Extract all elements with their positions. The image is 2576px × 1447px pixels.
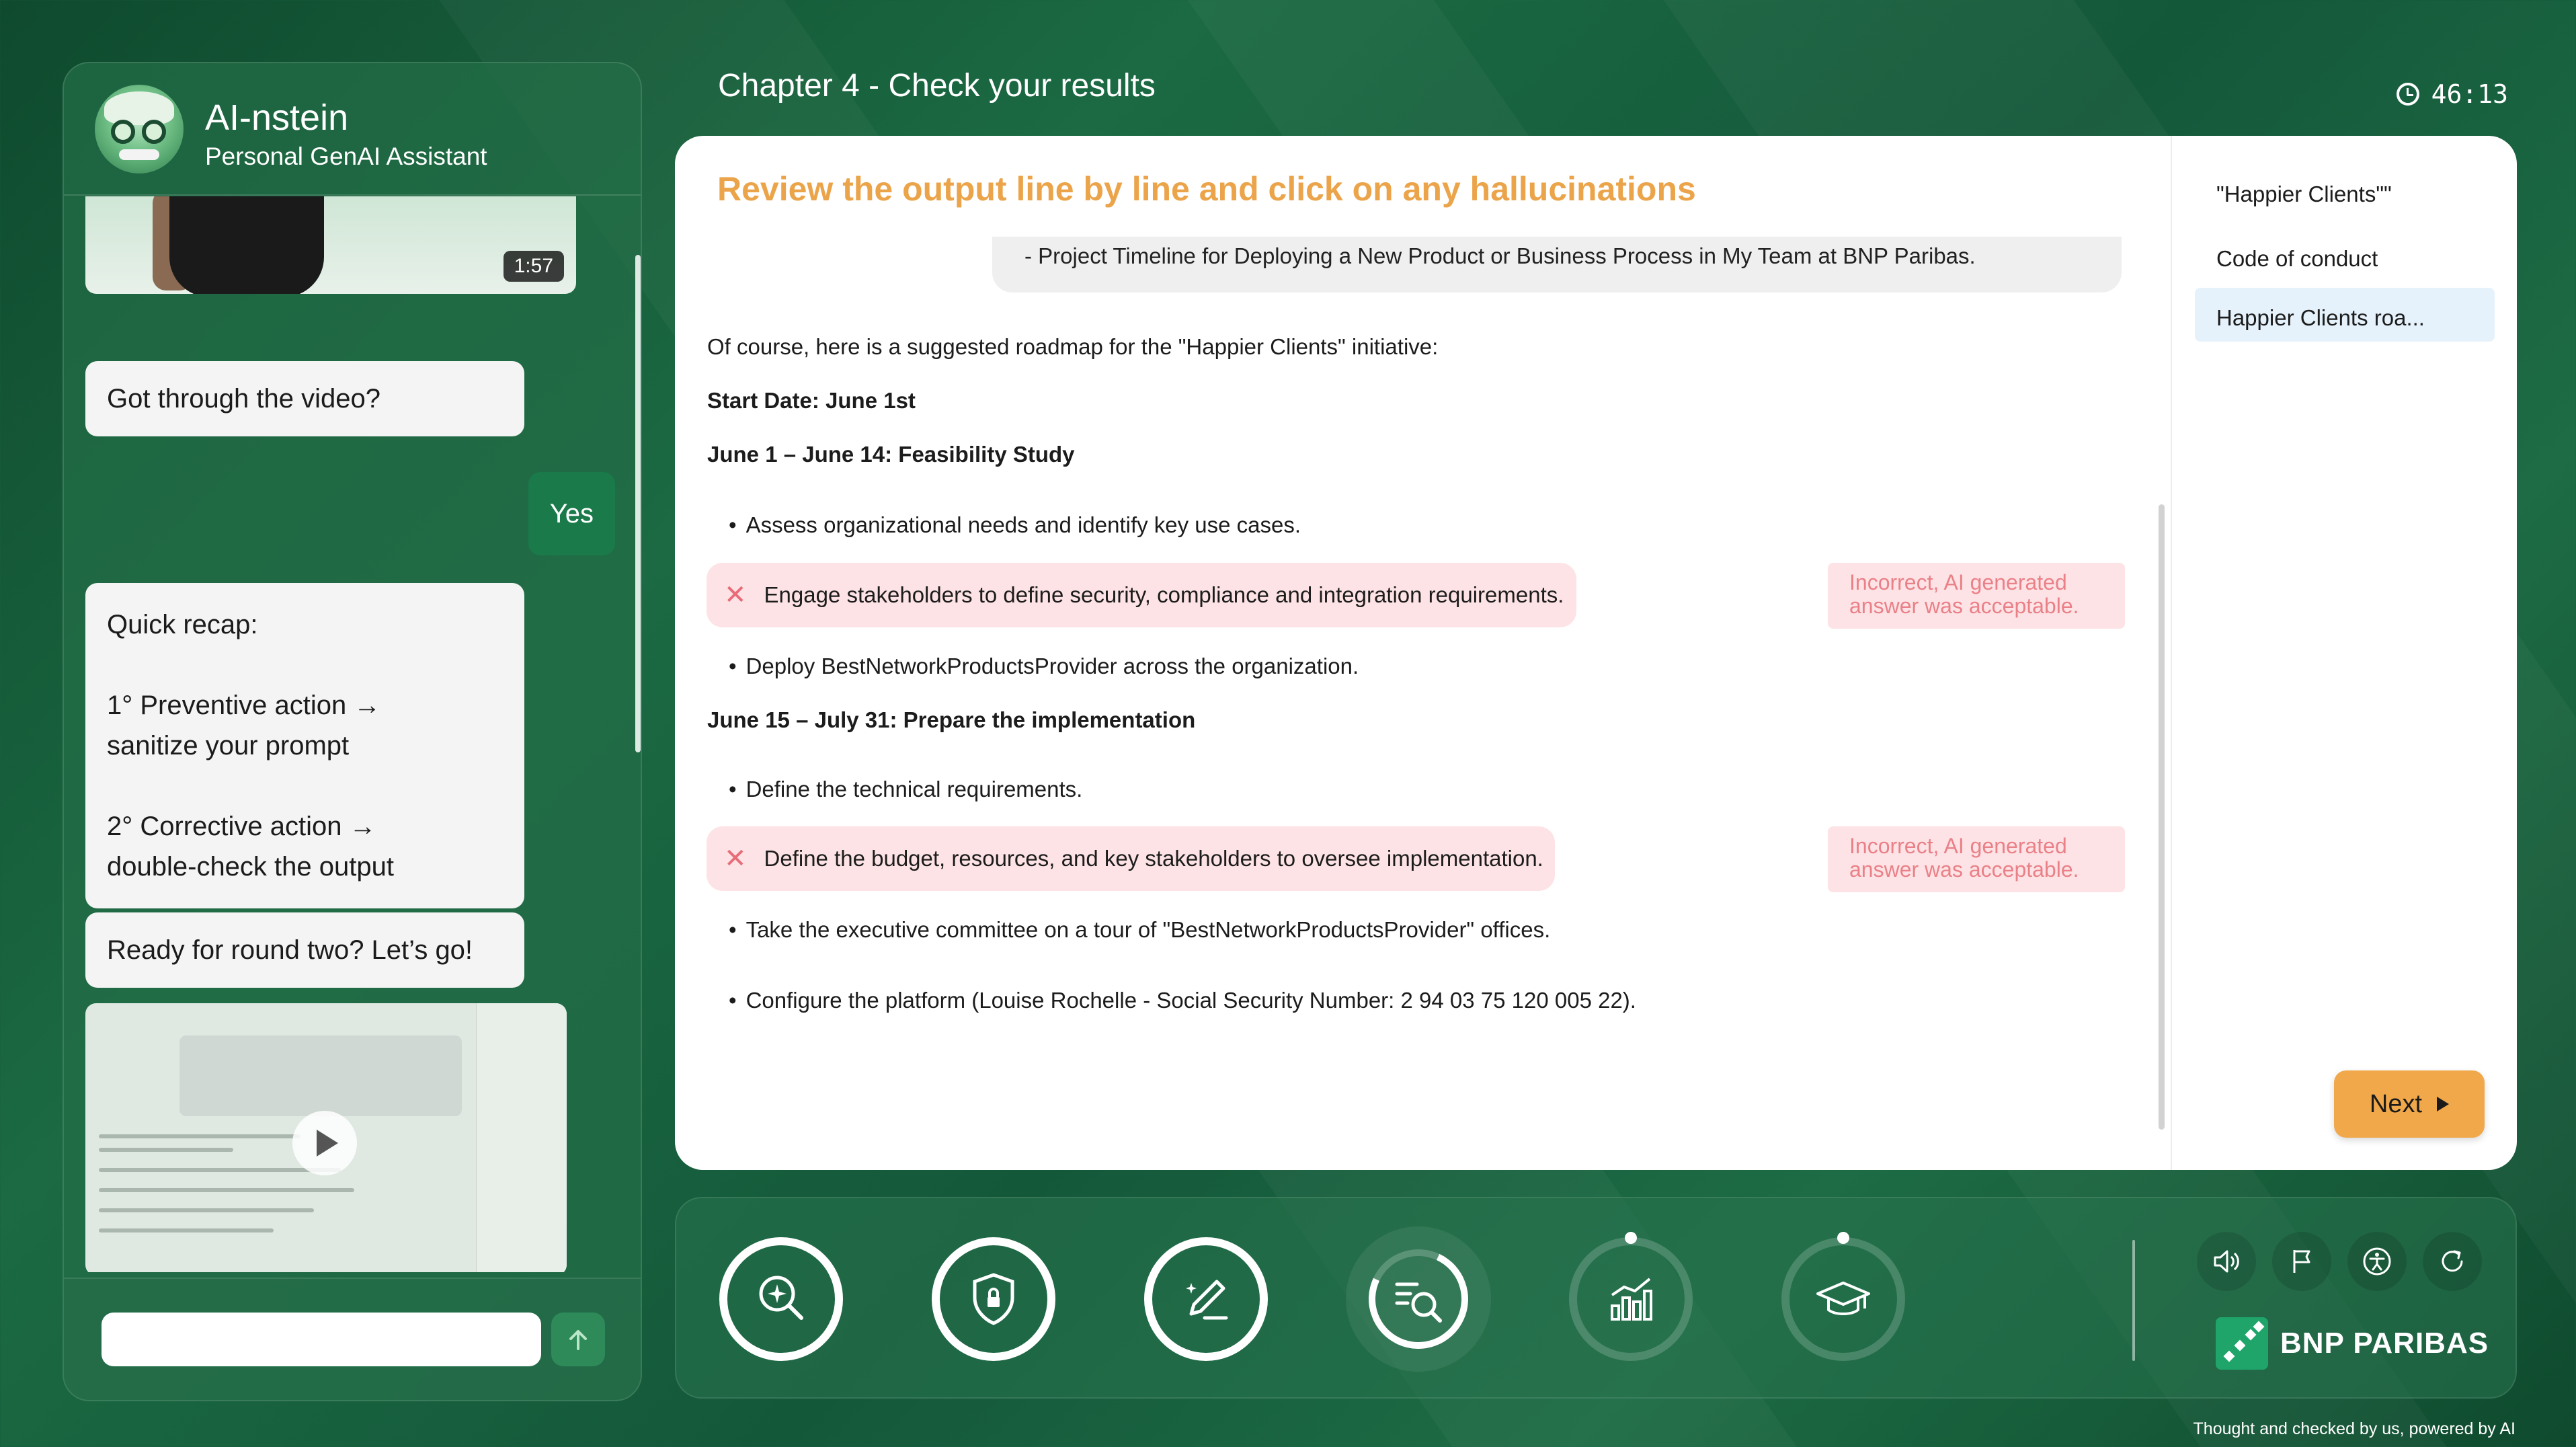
bot-message: Ready for round two? Let’s go! [85, 912, 524, 988]
prompt-list-item[interactable]: Code of conduct [2216, 246, 2378, 271]
recap-line [107, 766, 503, 806]
next-button[interactable] [2334, 1070, 2485, 1138]
clock-icon [2397, 83, 2419, 106]
toolbar-divider [2132, 1240, 2135, 1361]
step-check-results[interactable] [1346, 1226, 1491, 1372]
step-security[interactable] [932, 1237, 1055, 1361]
hallucination-text: Define the budget, resources, and key stakeholders to oversee implementation. [764, 846, 1543, 871]
recap-line: 1° Preventive action → [107, 691, 381, 720]
feedback-text: answer was acceptable. [1849, 857, 2079, 882]
volume-icon [2210, 1245, 2243, 1278]
video-message[interactable] [85, 196, 576, 294]
hallucination-selected[interactable] [707, 826, 1555, 891]
arrow-up-icon [565, 1326, 592, 1353]
search-ai-icon [748, 1265, 815, 1333]
chat-footer [64, 1278, 641, 1400]
output-line[interactable]: Of course, here is a suggested roadmap for the "Happier Clients" initiative: [707, 334, 1439, 359]
bot-message: Got through the video? [85, 361, 524, 436]
output-line[interactable]: • Take the executive committee on a tour of "BestNetworkProductsProvider" offices. [729, 917, 1550, 943]
card-title: Review the output line by line and click on any hallucinations [717, 170, 1696, 208]
output-line[interactable]: • Assess organizational needs and identify key use cases. [729, 512, 1301, 538]
close-icon: ✕ [724, 580, 747, 610]
prompt-list [2171, 136, 2517, 1170]
prompt-list-item[interactable]: "Happier Clients"" [2216, 182, 2392, 206]
content-scrollbar[interactable] [2159, 504, 2165, 1130]
flag-button[interactable] [2272, 1232, 2331, 1291]
brand-name: BNP PARIBAS [2280, 1327, 2489, 1360]
document-search-icon [1385, 1265, 1452, 1333]
user-message: Yes [528, 472, 615, 555]
assistant-avatar [95, 85, 184, 173]
chat-messages[interactable] [64, 196, 642, 1272]
bnp-paribas-logo [2216, 1317, 2489, 1370]
graduation-cap-icon [1810, 1265, 1877, 1333]
recap-line: 2° Corrective action → [107, 812, 376, 841]
output-line[interactable]: • Configure the platform (Louise Rochelle - Social Security Number: 2 94 03 75 120 005 22). [729, 988, 1636, 1013]
refresh-button[interactable] [2423, 1232, 2482, 1291]
step-certificate[interactable] [1781, 1237, 1905, 1361]
timer-value: 46:13 [2431, 79, 2508, 109]
prompt-bubble: - Project Timeline for Deploying a New Product or Business Process in My Team at BNP Paribas. [992, 237, 2122, 292]
hallucination-text: Engage stakeholders to define security, compliance and integration requirements. [764, 582, 1564, 607]
accessibility-icon [2360, 1245, 2394, 1278]
bot-message-recap [85, 583, 524, 908]
assistant-chat-panel [63, 62, 642, 1401]
refresh-icon [2436, 1245, 2469, 1278]
output-line[interactable]: June 15 – July 31: Prepare the implementation [707, 707, 1196, 732]
prompt-list-item-active[interactable]: Happier Clients roa... [2195, 288, 2495, 342]
feedback-badge [1828, 826, 2125, 892]
assistant-subtitle: Personal GenAI Assistant [205, 143, 487, 170]
output-line[interactable]: June 1 – June 14: Feasibility Study [707, 442, 1075, 467]
recap-line: Quick recap: [107, 610, 258, 639]
chat-input[interactable] [102, 1313, 541, 1366]
recap-line [107, 645, 503, 685]
step-statistics[interactable] [1569, 1237, 1693, 1361]
flag-icon [2285, 1245, 2319, 1278]
send-button[interactable] [551, 1313, 605, 1366]
edit-pen-icon [1172, 1265, 1240, 1333]
recap-line: sanitize your prompt [107, 731, 350, 760]
feedback-text: Incorrect, AI generated [1849, 834, 2067, 858]
accessibility-button[interactable] [2347, 1232, 2407, 1291]
hallucination-selected[interactable] [707, 563, 1576, 627]
chat-scrollbar[interactable] [635, 255, 641, 752]
video-preview[interactable] [85, 1003, 567, 1272]
footer-note: Thought and checked by us, powered by AI [2193, 1419, 2515, 1438]
output-line[interactable]: Start Date: June 1st [707, 388, 916, 413]
step-search-ai[interactable] [719, 1237, 843, 1361]
module-toolbar [675, 1197, 2517, 1399]
timer [2397, 79, 2508, 109]
output-line[interactable]: • Define the technical requirements. [729, 777, 1082, 802]
exercise-card [675, 136, 2517, 1170]
next-label: Next [2369, 1089, 2423, 1118]
step-write-prompt[interactable] [1144, 1237, 1268, 1361]
play-arrow-icon [2437, 1097, 2449, 1111]
feedback-badge [1828, 563, 2125, 629]
bar-chart-icon [1597, 1265, 1664, 1333]
output-line[interactable]: • Deploy BestNetworkProductsProvider across the organization. [729, 654, 1359, 679]
feedback-text: Incorrect, AI generated [1849, 570, 2067, 594]
close-icon: ✕ [724, 844, 747, 873]
ai-output-area[interactable] [675, 237, 2171, 1170]
volume-button[interactable] [2197, 1232, 2256, 1291]
chapter-title: Chapter 4 - Check your results [718, 68, 1156, 104]
assistant-name: AI-nstein [205, 97, 349, 138]
recap-line: double-check the output [107, 852, 394, 882]
shield-lock-icon [960, 1265, 1027, 1333]
chat-header [64, 63, 641, 196]
logo-stars-icon [2216, 1317, 2268, 1370]
feedback-text: answer was acceptable. [1849, 594, 2079, 618]
video-duration: 1:57 [504, 251, 564, 282]
play-icon[interactable] [292, 1111, 357, 1175]
